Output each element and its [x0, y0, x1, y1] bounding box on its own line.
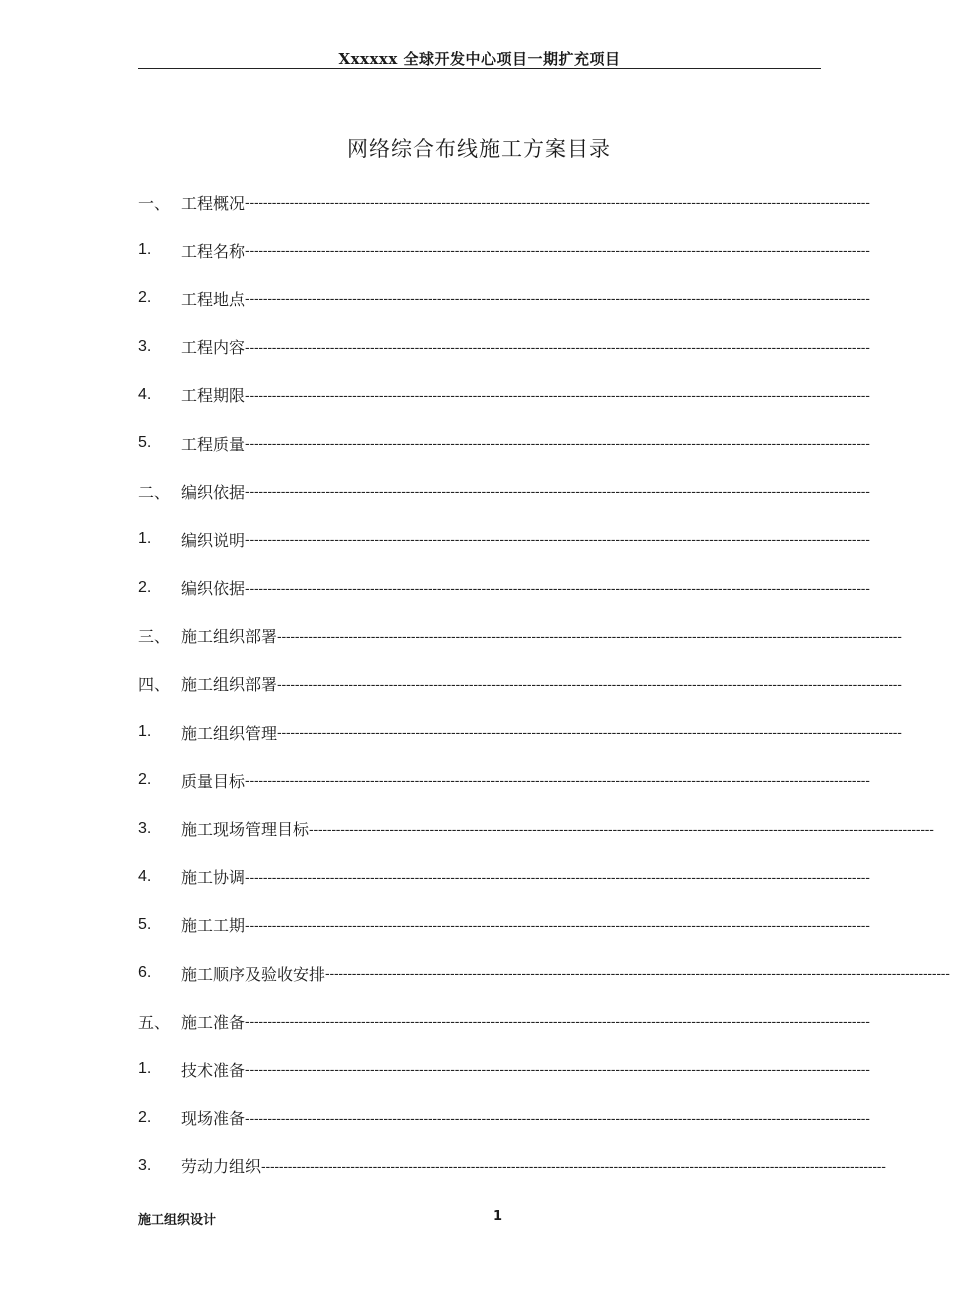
toc-entry-title: 编织依据	[181, 482, 246, 502]
toc-entry-number: 5.	[138, 434, 152, 452]
toc-entry[interactable]	[138, 949, 950, 997]
toc-entry[interactable]	[138, 1045, 870, 1093]
toc-entry-number: 1.	[138, 530, 152, 548]
toc-entry[interactable]	[138, 708, 902, 756]
toc-leader: --------------------------------------------------------------------------------------------------------------------------------------------	[245, 194, 870, 211]
toc-entry[interactable]	[138, 515, 870, 563]
toc-leader: --------------------------------------------------------------------------------------------------------------------------------------------	[245, 1061, 870, 1078]
toc-entry-number: 一、	[138, 195, 171, 213]
toc-entry-number: 四、	[138, 677, 171, 695]
toc-entry-title: 施工组织部署	[181, 675, 278, 695]
toc-entry-number: 三、	[138, 629, 171, 647]
toc-entry-title: 工程期限	[181, 386, 246, 406]
toc-entry-title: 编织依据	[181, 579, 246, 599]
page-number: 1	[493, 1209, 503, 1224]
toc-entry[interactable]	[138, 371, 870, 419]
toc-entry-title: 施工顺序及验收安排	[181, 964, 326, 984]
toc-entry-title: 工程质量	[181, 434, 246, 454]
toc-entry-title: 编织说明	[181, 530, 246, 550]
toc-leader: --------------------------------------------------------------------------------------------------------------------------------------------	[245, 868, 870, 885]
toc-entry-title: 现场准备	[181, 1109, 246, 1129]
toc-leader: --------------------------------------------------------------------------------------------------------------------------------------------	[245, 772, 870, 789]
toc-leader: --------------------------------------------------------------------------------------------------------------------------------------------	[245, 338, 870, 355]
toc-leader: --------------------------------------------------------------------------------------------------------------------------------------------	[245, 386, 870, 403]
toc-entry[interactable]	[138, 1094, 870, 1142]
toc-leader: --------------------------------------------------------------------------------------------------------------------------------------------	[245, 435, 870, 452]
toc-entry-number: 6.	[138, 964, 152, 982]
toc-entry[interactable]	[138, 564, 870, 612]
toc-entry[interactable]	[138, 997, 870, 1045]
toc-entry-title: 施工准备	[181, 1012, 246, 1032]
toc-entry[interactable]	[138, 419, 870, 467]
toc-entry-number: 1.	[138, 1060, 152, 1078]
toc-entry-title: 工程概况	[181, 193, 246, 213]
toc-entry-title: 施工现场管理目标	[181, 820, 310, 840]
toc-leader: --------------------------------------------------------------------------------------------------------------------------------------------	[245, 242, 870, 259]
toc-leader: --------------------------------------------------------------------------------------------------------------------------------------------	[277, 724, 902, 741]
toc-entry[interactable]	[138, 467, 870, 515]
header-rule	[138, 68, 821, 69]
toc-entry[interactable]	[138, 660, 902, 708]
toc-leader: --------------------------------------------------------------------------------------------------------------------------------------------	[261, 1157, 886, 1174]
toc-leader: --------------------------------------------------------------------------------------------------------------------------------------------	[309, 820, 934, 837]
toc-entry-number: 3.	[138, 1156, 152, 1174]
toc-entry-title: 技术准备	[181, 1060, 246, 1080]
toc-entry-number: 1.	[138, 723, 152, 741]
toc-entry-number: 4.	[138, 867, 152, 885]
toc-leader: --------------------------------------------------------------------------------------------------------------------------------------------	[245, 1013, 870, 1030]
toc-entry-title: 施工协调	[181, 868, 246, 888]
toc-entry-title: 工程内容	[181, 338, 246, 358]
toc-leader: --------------------------------------------------------------------------------------------------------------------------------------------	[245, 579, 870, 596]
toc-entry-number: 5.	[138, 915, 152, 933]
toc-entry-number: 二、	[138, 484, 171, 502]
toc-entry[interactable]	[138, 612, 902, 660]
toc-entry[interactable]	[138, 1142, 886, 1190]
page-header: Xxxxxx 全球开发中心项目一期扩充项目	[338, 50, 621, 68]
toc-entry-title: 施工工期	[181, 916, 246, 936]
footer-label: 施工组织设计	[138, 1213, 217, 1228]
toc-entry-title: 劳动力组织	[181, 1157, 262, 1177]
toc-entry-number: 1.	[138, 241, 152, 259]
toc-entry[interactable]	[138, 804, 934, 852]
toc-entry-number: 2.	[138, 1108, 152, 1126]
toc-leader: --------------------------------------------------------------------------------------------------------------------------------------------	[245, 483, 870, 500]
toc-entry[interactable]	[138, 226, 870, 274]
toc-leader: --------------------------------------------------------------------------------------------------------------------------------------------	[245, 1109, 870, 1126]
toc-entry-number: 3.	[138, 337, 152, 355]
toc-entry-number: 五、	[138, 1014, 171, 1032]
toc-entry-title: 质量目标	[181, 771, 246, 791]
toc-leader: --------------------------------------------------------------------------------------------------------------------------------------------	[325, 965, 950, 982]
toc-leader: --------------------------------------------------------------------------------------------------------------------------------------------	[277, 675, 902, 692]
toc-entry[interactable]	[138, 178, 870, 226]
toc-entry[interactable]	[138, 323, 870, 371]
toc-entry-title: 工程地点	[181, 289, 246, 309]
toc-entry[interactable]	[138, 274, 870, 322]
toc-entry-number: 2.	[138, 289, 152, 307]
table-of-contents	[138, 178, 950, 1190]
toc-entry-number: 3.	[138, 819, 152, 837]
toc-entry[interactable]	[138, 756, 870, 804]
toc-entry-number: 2.	[138, 771, 152, 789]
document-title: 网络综合布线施工方案目录	[347, 137, 611, 161]
toc-leader: --------------------------------------------------------------------------------------------------------------------------------------------	[245, 531, 870, 548]
toc-entry-title: 工程名称	[181, 241, 246, 261]
toc-entry[interactable]	[138, 901, 870, 949]
toc-leader: --------------------------------------------------------------------------------------------------------------------------------------------	[245, 290, 870, 307]
toc-entry[interactable]	[138, 853, 870, 901]
toc-entry-number: 4.	[138, 385, 152, 403]
toc-leader: --------------------------------------------------------------------------------------------------------------------------------------------	[245, 916, 870, 933]
toc-entry-title: 施工组织部署	[181, 627, 278, 647]
toc-entry-number: 2.	[138, 578, 152, 596]
toc-leader: --------------------------------------------------------------------------------------------------------------------------------------------	[277, 627, 902, 644]
toc-entry-title: 施工组织管理	[181, 723, 278, 743]
